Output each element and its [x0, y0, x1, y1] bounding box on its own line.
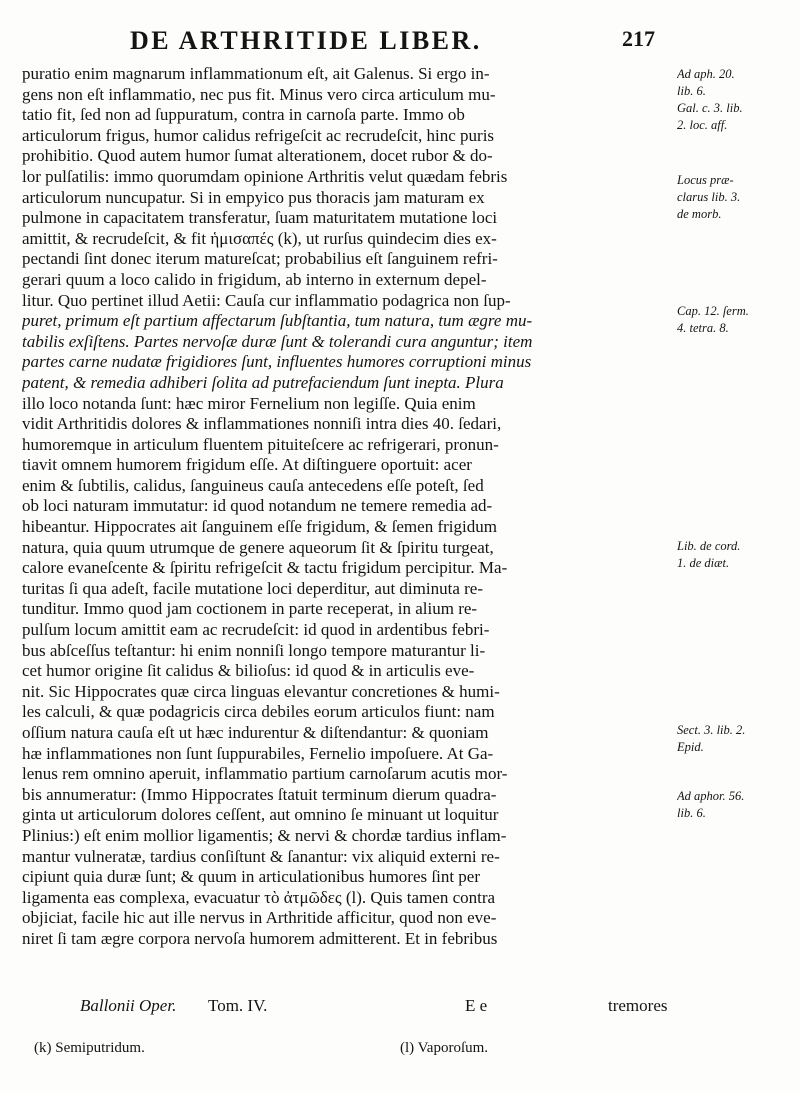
margin-note — [677, 172, 797, 223]
text-line: gerari quum a loco calido in frigidum, ab interno in externum depel- — [22, 269, 487, 289]
margin-note-line: Sect. 3. lib. 2. — [677, 723, 746, 737]
margin-note-line: 4. tetra. 8. — [677, 321, 729, 335]
margin-note-line: lib. 6. — [677, 806, 706, 820]
text-line: prohibitio. Quod autem humor ſumat alterationem, docet rubor & do- — [22, 146, 493, 166]
text-line: partes carne nudatæ frigidiores ſunt, influentes humores corruptioni minus — [22, 352, 532, 372]
margin-note-line: de morb. — [677, 207, 722, 221]
text-line: amittit, & recrudeſcit, & fit ἡμισαπές (k), ut rurſus quindecim dies ex- — [22, 228, 497, 248]
margin-note — [677, 538, 797, 572]
text-line: articulorum nuncupatur. Si in empyico pus thoracis jam maturam ex — [22, 187, 485, 207]
text-line: litur. Quo pertinet illud Aetii: Cauſa cur inflammatio podagrica non ſup- — [22, 290, 511, 310]
text-line: hæ inflammationes non ſunt ſuppurabiles, Fernelio impoſuere. At Ga- — [22, 743, 494, 763]
text-line: Plinius:) eſt enim mollior ligamentis; & nervi & chordæ tardius inflam- — [22, 825, 507, 845]
margin-note-line: Epid. — [677, 740, 704, 754]
margin-note-line: lib. 6. — [677, 84, 706, 98]
footnote-k: (k) Semiputridum. — [34, 1040, 145, 1056]
text-line: mantur vulneratæ, tardius conſiſtunt & ſanantur: vix aliquid externi re- — [22, 846, 500, 866]
footer-author: Ballonii Oper. — [80, 996, 177, 1015]
text-line: pulſum locum amittit eam ac recrudeſcit: id quod in ardentibus febri- — [22, 620, 490, 640]
text-line: hibeantur. Hippocrates ait ſanguinem eſſe frigidum, & ſemen frigidum — [22, 517, 497, 537]
text-line: puret, primum eſt partium affectarum ſubſtantia, tum natura, tum ægre mu- — [22, 311, 533, 331]
text-line: bus abſceſſus teſtantur: hi enim nonniſi longo tempore maturantur li- — [22, 640, 486, 660]
text-line: ob loci naturam immutatur: id quod notandum ne temere remedia ad- — [22, 496, 493, 516]
margin-note-line: Ad aph. 20. — [677, 67, 735, 81]
text-line: bis annumeratur: (Immo Hippocrates ſtatuit terminum dierum quadra- — [22, 784, 497, 804]
text-line: lenus rem omnino aperuit, inflammatio partium carnoſarum acutis mor- — [22, 764, 508, 784]
margin-note-line: clarus lib. 3. — [677, 190, 741, 204]
text-line: gens non eſt inflammatio, nec pus fit. Minus vero circa articulum mu- — [22, 84, 496, 104]
margin-note — [677, 66, 797, 134]
text-line: tunditur. Immo quod jam coctionem in parte receperat, in alium re- — [22, 599, 478, 619]
text-line: calore evaneſcente & ſpiritu refrigeſcit & tactu frigidum percipitur. Ma- — [22, 558, 508, 578]
text-line: nit. Sic Hippocrates quæ circa linguas elevantur concretiones & humi- — [22, 681, 500, 701]
text-line: oſſium natura cauſa eſt ut hæc indurentur & diſtendantur: & quoniam — [22, 723, 489, 742]
text-line: illo loco notanda ſunt: hæc miror Fernelium non legiſſe. Quia enim — [22, 393, 476, 413]
margin-note — [677, 788, 797, 822]
text-line: ligamenta eas complexa, evacuatur τὸ ἀτμῶδες (l). Quis tamen contra — [22, 887, 496, 907]
footer-line — [80, 996, 680, 1020]
running-title: DE ARTHRITIDE LIBER. — [130, 26, 482, 55]
text-line: puratio enim magnarum inflammationum eſt, ait Galenus. Si ergo in- — [22, 64, 490, 83]
text-line: vidit Arthritidis dolores & inflammationes nonniſi intra dies 40. ſedari, — [22, 414, 502, 434]
body-text — [22, 64, 682, 950]
page-number: 217 — [622, 26, 655, 51]
margin-note-line: Lib. de cord. — [677, 539, 741, 553]
text-line: humoremque in articulum fluentem pituiteſcere ac refrigerari, pronun- — [22, 434, 499, 454]
text-line: lor pulſatilis: immo quorumdam opinione Arthritis velut quædam febris — [22, 166, 508, 186]
text-line: objiciat, facile hic aut ille nervus in Arthritide afficitur, quod non eve- — [22, 908, 497, 928]
text-line: tabilis exſiſtens. Partes nervoſæ duræ ſunt & tolerandi cura anguntur; item — [22, 331, 533, 351]
margin-note — [677, 303, 797, 337]
text-line: tatio fit, ſed non ad ſuppuratum, contra in carnoſa parte. Immo ob — [22, 105, 465, 125]
margin-note-line: Cap. 12. ſerm. — [677, 304, 749, 318]
text-line: niret ſi tam ægre corpora nervoſa humorem admitterent. Et in febribus — [22, 928, 498, 948]
catchword: tremores — [608, 996, 668, 1015]
text-line: enim & ſubtilis, calidus, ſanguineus cauſa antecedens eſſe poteſt, ſed — [22, 475, 484, 495]
footnote-l: (l) Vaporoſum. — [400, 1040, 489, 1056]
text-line: tiavit omnem humorem frigidum eſſe. At diſtinguere oportuit: acer — [22, 455, 472, 475]
text-line: les calculi, & quæ podagricis circa debiles eorum articulos fiunt: nam — [22, 702, 495, 722]
text-line: turitas ſi qua adeſt, facile mutatione loci deperditur, aut diminuta re- — [22, 578, 483, 598]
text-line: pulmone in capacitatem transferatur, ſuam maturitatem mutatione loci — [22, 208, 498, 228]
text-line: natura, quia quum utrumque de genere aqueorum ſit & ſpiritu turgeat, — [22, 537, 494, 557]
text-line: articulorum frigus, humor calidus refrigeſcit ac recrudeſcit, hinc puris — [22, 125, 495, 145]
margin-note — [677, 722, 797, 756]
margin-note-line: Locus præ- — [677, 173, 734, 187]
margin-note-line: Ad aphor. 56. — [677, 789, 745, 803]
footer-volume: Tom. IV. — [208, 996, 268, 1015]
margin-note-line: 1. de diæt. — [677, 556, 730, 570]
text-line: cet humor origine ſit calidus & bilioſus: id quod & in articulis eve- — [22, 661, 475, 681]
text-line: patent, & remedia adhiberi ſolita ad putrefaciendum ſunt inepta. Plura — [22, 372, 504, 392]
text-line: ginta ut articulorum dolores ceſſent, aut omnino ſe minuant ut loquitur — [22, 805, 499, 825]
margin-note-line: Gal. c. 3. lib. — [677, 101, 743, 115]
text-line: pectandi ſint donec iterum matureſcat; probabilius eſt ſanguinem refri- — [22, 249, 498, 269]
text-line: cipiunt quia duræ ſunt; & quum in articulationibus humores ſint per — [22, 867, 480, 887]
margin-note-line: 2. loc. aff. — [677, 118, 728, 132]
signature-mark: E e — [465, 996, 488, 1015]
